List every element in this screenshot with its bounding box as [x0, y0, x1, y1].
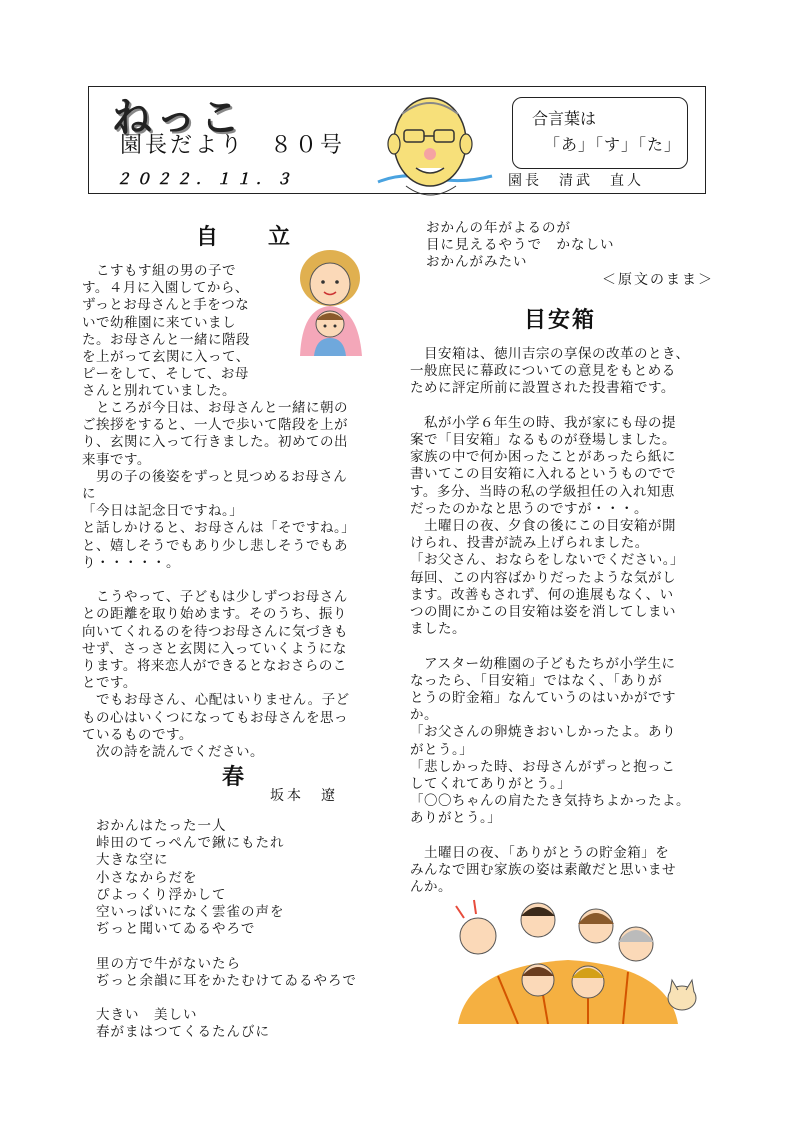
article1-body: ところが今日は、お母さんと一緒に朝の ご挨拶をすると、一人で歩いて階段を上が り、玄関に入って行きました。初めての出 来事です。 男の子の後姿をずっと見つめるお母さん に 「今日は記念日ですね。」 と話しかけると、お母さんは「そですね。」 と、嬉しそうでもあり少し悲しそうでもあ り・・・・・。 こうやって、子どもは少しずつお母さん との距離を取り始めます。そのうち、振り 向いてくれるのを待つお母さんに気づきも せず、さっさと玄関に入っていくようにな ります。将来恋人ができるとなおさらのこ とです。 でもお母さん、心配はいりません。子ど もの心はいくつになってもお母さんを思っ ているものです。 次の詩を読んでください。 — [82, 400, 356, 761]
motto-text: 「あ」「す」「た」 — [544, 135, 682, 154]
family-illustration — [438, 896, 700, 1024]
newsletter-subtitle: 園長だより ８０号 — [120, 133, 346, 158]
article-title-independence: 自 立 — [196, 225, 305, 250]
principal-name: 園長 清武 直人 — [508, 173, 644, 189]
article1-intro: こすもす組の男の子で す。４月に入園してから、 ずっとお母さんと手をつな いで幼稚園に来ていまし た。お母さんと一緒に階段 を上がって玄関に入って、 ピーをして、そして、お母 さんと別れていました。 — [82, 263, 250, 400]
motto-title: 合言葉は — [532, 109, 597, 128]
newsletter-logo: ねっこ — [112, 95, 244, 141]
poem-author: 坂本 遼 — [270, 788, 338, 804]
poem-title: 春 — [222, 765, 245, 790]
issue-date: ２０２２．１１．３ — [116, 170, 297, 188]
principal-caricature-illustration — [372, 84, 504, 212]
article2-body: 目安箱は、徳川吉宗の享保の改革のとき、 一般庶民に幕政についての意見をもとめる ために評定所前に設置された投書箱です。 私が小学６年生の時、我が家にも母の提 案で「目安箱」なるものが登場しました。 家族の中で何か困ったことがあったら紙に 書いてこの目安箱に入れるというものでで す。多分、当時の私の学級担任の入れ知恵 だったのかなと思うのですが・・・。 土曜日の夜、夕食の後にこの目安箱が開 けられ、投書が読み上げられました。 「お父さん、おならをしないでください。」 毎回、この内容ばかりだったような気がし ます。改善もされず、何の進展もなく、い つの間にかこの目安箱は姿を消してしまい ました。 アスター幼稚園の子どもたちが小学生に なったら、「目安箱」ではなく、「ありが とうの貯金箱」なんていうのはいかがです か。 「お父さんの卵焼きおいしかったよ。あり がとう。」 「悲しかった時、お母さんがずっと抱っこ してくれてありがとう。」 「〇〇ちゃんの肩たたき気持ちよかったよ。 ありがとう。」 土曜日の夜、「ありがとうの貯金箱」を みんなで囲む家族の姿は素敵だと思いませ んか。 — [410, 346, 690, 896]
poem-body: おかんはたった一人 峠田のてっぺんで鍬にもたれ 大きな空に 小さなからだを ぴよっくり浮かして 空いっぱいになく雲雀の声を ぢっと聞いてゐるやろで 里の方で牛がないたら ぢっと余韻に耳をかたむけてゐるやろで 大きい 美しい 春がまはつてくるたんびに — [96, 818, 357, 1041]
poem-continuation: おかんの年がよるのが 目に見えるやうで かなしい おかんがみたい — [426, 220, 615, 271]
article-title-suggestion-box: 目安箱 — [524, 308, 597, 333]
original-text-note: ＜原文のまま＞ — [602, 272, 714, 288]
mother-child-illustration — [292, 248, 370, 358]
